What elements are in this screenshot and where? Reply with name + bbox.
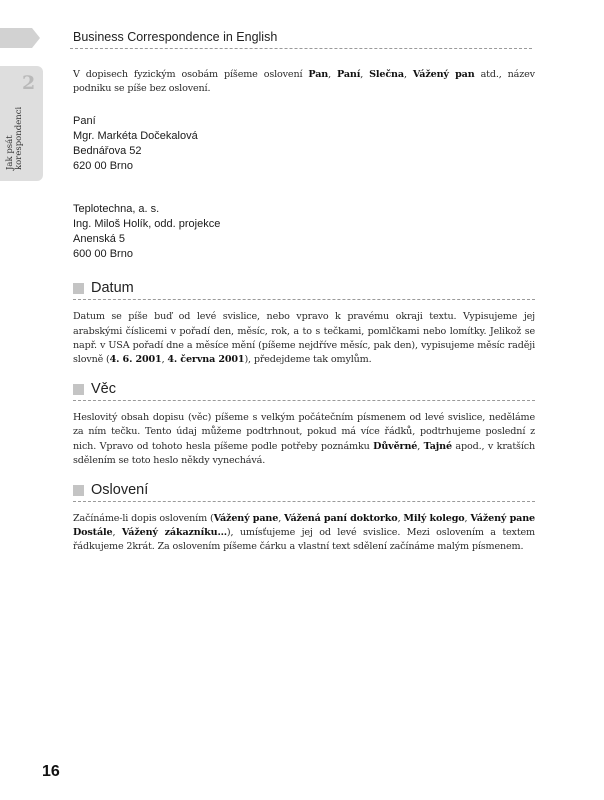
bold-run: 4. června 2001 [167, 354, 245, 366]
bold-run: Důvěrné [373, 440, 418, 452]
address-line: 600 00 Brno [73, 248, 133, 261]
section-title: Oslovení [91, 482, 149, 499]
bold-run: Vážený pane Dostále [73, 513, 535, 539]
page-content [73, 68, 535, 555]
bold-run: Paní [337, 69, 361, 80]
section-title: Datum [91, 280, 134, 297]
text-run: V dopisech fyzickým osobám píšeme oslovení [73, 69, 309, 80]
bold-run: Milý kolego [403, 513, 465, 525]
header-divider [70, 48, 532, 49]
chapter-number: 2 [22, 72, 36, 94]
text-run: , [278, 513, 285, 525]
text-run: Datum se píše buď od levé svislice, nebo vpravo k pravému okraji textu. Vypisujeme jej arabskými číslicemi v pořadí den, měsíc, rok, a to s tečkami, pomlčkami nebo lomítky. Jelikož se např. v USA pořadí dne a měsíce mění (píšeme nejdříve měsíc, pak den), vypisujeme měsíc raději slovně ( [73, 311, 535, 366]
intro-paragraph [73, 68, 535, 96]
text-run: Začínáme-li dopis oslovením ( [73, 513, 214, 525]
text-run: , [328, 69, 338, 80]
datum-paragraph [73, 310, 535, 367]
section-square-icon [73, 384, 84, 395]
text-run: apod., v kratších sdělením se toto heslo někdy vynechává. [73, 440, 536, 466]
text-run: Heslovitý obsah dopisu (věc) píšeme s velkým počátečním písmenem od levé svislice, neděláme za ním tečku. Tento údaj můžeme podtrhnout, pokud má více řádků, podtrhujeme poslední z nich. Vpravo od tohoto hesla píšeme podle potřeby poznámku [73, 412, 535, 452]
address-line: Mgr. Markéta Dočekalová [73, 130, 198, 143]
address-line: Ing. Miloš Holík, odd. projekce [73, 218, 221, 231]
section-title: Věc [91, 381, 116, 398]
bold-run: Vážená paní doktorko [284, 513, 398, 525]
address-line: 620 00 Brno [73, 160, 133, 173]
address-line: Anenská 5 [73, 233, 125, 246]
bold-run: Vážený pan [412, 69, 475, 80]
chapter-title-vertical: Jak psát korespondenci [5, 106, 24, 170]
osloveni-paragraph [73, 512, 535, 555]
section-heading-vec [73, 381, 535, 401]
bold-run: Pan [308, 69, 329, 80]
text-run: ), předejdeme tak omylům. [244, 354, 372, 366]
header-tab-marker [0, 28, 40, 48]
address-block-person [73, 114, 535, 174]
vec-paragraph [73, 411, 535, 468]
text-run: , [464, 513, 471, 525]
address-block-company [73, 202, 535, 262]
bold-run: Tajné [423, 440, 452, 452]
bold-run: Vážený zákazníku… [121, 527, 227, 539]
text-run: , [161, 354, 168, 366]
text-run: , [397, 513, 404, 525]
text-run: atd., název podniku se píše bez oslovení. [73, 69, 535, 95]
bold-run: 4. 6. 2001 [109, 354, 162, 366]
text-run: ), umísťujeme jej od levé svislice. Mezi oslovením a textem řádkujeme 2krát. Za oslovením píšeme čárku a vlastní text sdělení začínáme malým písmenem. [73, 527, 535, 553]
text-run: , [417, 440, 424, 452]
text-run: , [360, 69, 370, 80]
text-run: , [403, 69, 413, 80]
text-run: , [112, 527, 122, 539]
section-square-icon [73, 485, 84, 496]
address-line: Bednářova 52 [73, 145, 142, 158]
section-square-icon [73, 283, 84, 294]
bold-run: Vážený pane [213, 513, 279, 525]
running-header-title: Business Correspondence in English [73, 30, 278, 44]
address-line: Teplotechna, a. s. [73, 203, 160, 216]
section-heading-osloveni [73, 482, 535, 502]
address-line: Paní [73, 115, 96, 128]
section-heading-datum [73, 280, 535, 300]
page-number: 16 [42, 763, 60, 780]
bold-run: Slečna [369, 69, 404, 80]
